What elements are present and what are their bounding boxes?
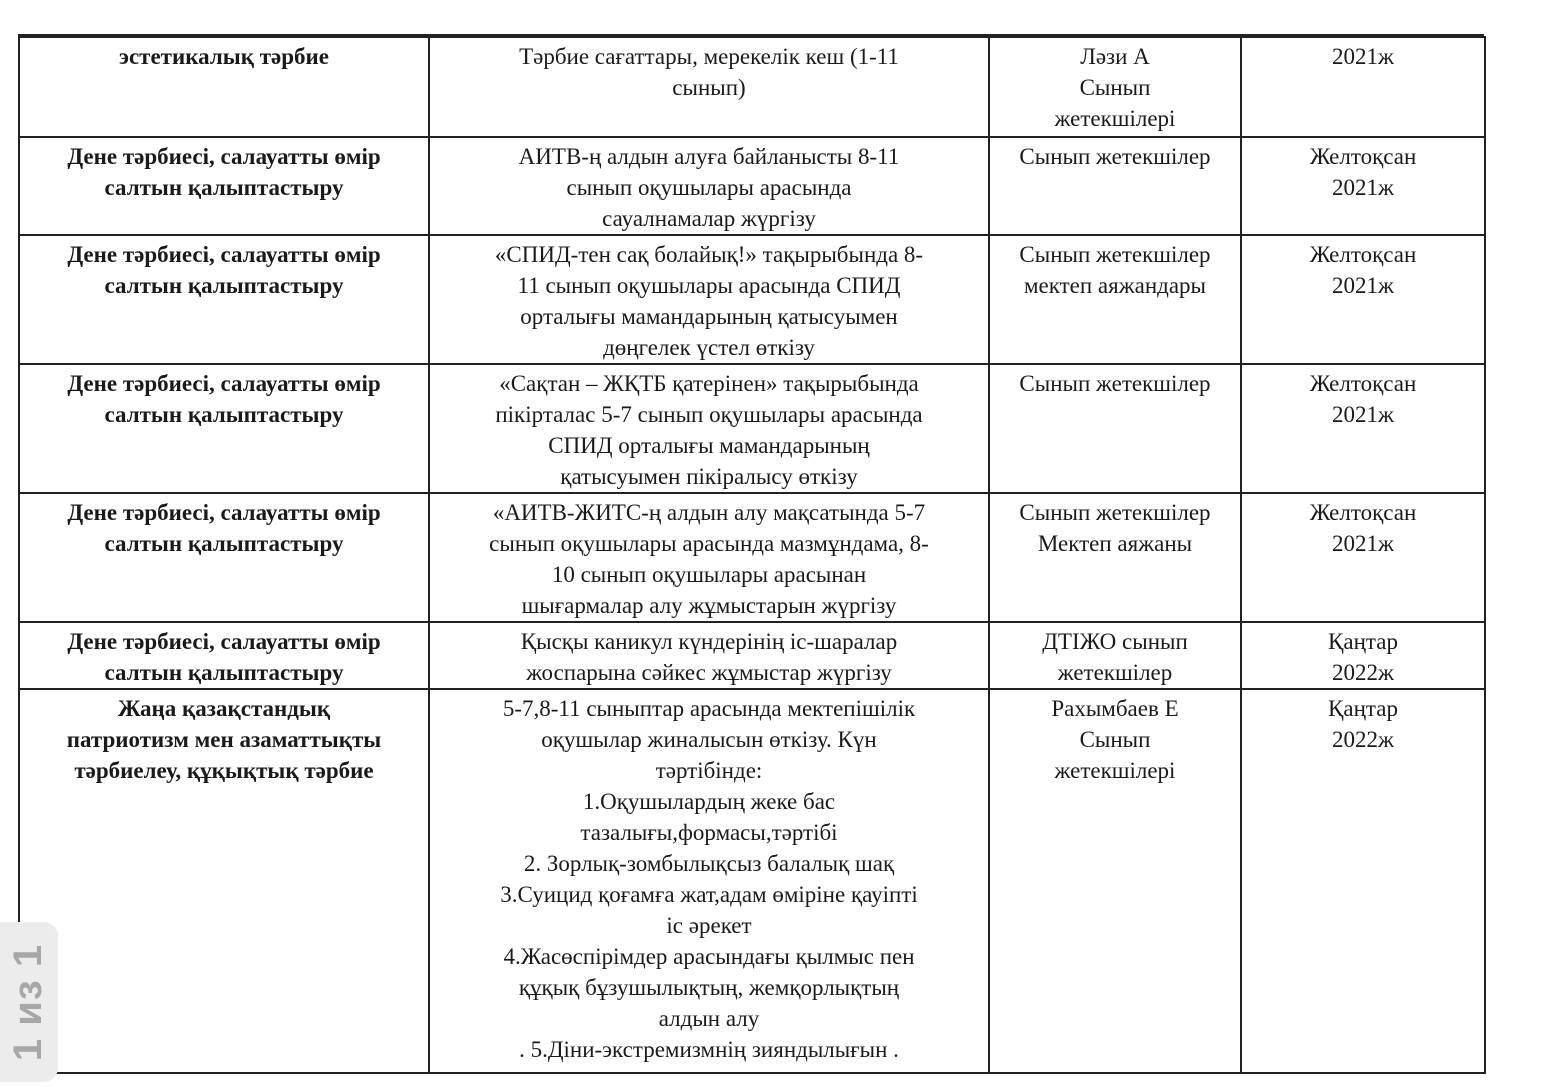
table-row	[19, 689, 1485, 1073]
date-cell: Желтоқсан 2021ж	[1241, 235, 1485, 364]
page-indicator-label: 1 из 1	[6, 943, 51, 1061]
date-cell: 2021ж	[1241, 37, 1485, 137]
activity-plan-table	[18, 36, 1486, 1074]
activity-cell: «Сақтан – ЖҚТБ қатерінен» тақырыбында пікірталас 5-7 сынып оқушылары арасында СПИД орталығы мамандарының қатысуымен пікіралысу өткізу	[429, 364, 989, 493]
activity-cell: 5-7,8-11 сыныптар арасында мектепішілік оқушылар жиналысын өткізу. Күн тәртібінде: 1.Оқушылардың жеке бас тазалығы,формасы,тәртібі 2. Зорлық-зомбылықсыз балалық шақ 3.Суицид қоғамға жат,адам өміріне қауіпті іс әрекет 4.Жасөспірімдер арасындағы қылмыс пен құқық бұзушылықтың, жемқорлықтың алдын алу . 5.Діни-экстремизмнің зияндылығын .	[429, 689, 989, 1073]
document-page	[18, 34, 1484, 1074]
responsible-cell: Сынып жетекшілер	[989, 137, 1241, 235]
activity-cell: Тәрбие сағаттары, мерекелік кеш (1-11 сынып)	[429, 37, 989, 137]
activity-cell: АИТВ-ң алдын алуға байланысты 8-11 сынып оқушылары арасында сауалнамалар жүргізу	[429, 137, 989, 235]
table-row	[19, 137, 1485, 235]
date-cell: Желтоқсан 2021ж	[1241, 364, 1485, 493]
date-cell: Желтоқсан 2021ж	[1241, 493, 1485, 622]
table-row	[19, 37, 1485, 137]
page-indicator	[0, 922, 58, 1082]
direction-cell: эстетикалық тәрбие	[19, 37, 429, 137]
responsible-cell: Сынып жетекшілер Мектеп аяжаны	[989, 493, 1241, 622]
table-row	[19, 493, 1485, 622]
responsible-cell: Сынып жетекшілер мектеп аяжандары	[989, 235, 1241, 364]
direction-cell: Дене тәрбиесі, салауатты өмір салтын қалыптастыру	[19, 493, 429, 622]
date-cell: Қаңтар 2022ж	[1241, 622, 1485, 689]
direction-cell: Дене тәрбиесі, салауатты өмір салтын қалыптастыру	[19, 622, 429, 689]
direction-cell: Жаңа қазақстандық патриотизм мен азаматтықты тәрбиелеу, құқықтық тәрбие	[19, 689, 429, 1073]
responsible-cell: ДТІЖО сынып жетекшілер	[989, 622, 1241, 689]
activity-cell: «АИТВ-ЖИТС-ң алдын алу мақсатында 5-7 сынып оқушылары арасында мазмұндама, 8- 10 сынып оқушылары арасынан шығармалар алу жұмыстарын жүргізу	[429, 493, 989, 622]
date-cell: Қаңтар 2022ж	[1241, 689, 1485, 1073]
responsible-cell: Сынып жетекшілер	[989, 364, 1241, 493]
table-row	[19, 622, 1485, 689]
activity-cell: «СПИД-тен сақ болайық!» тақырыбында 8- 11 сынып оқушылары арасында СПИД орталығы мамандарының қатысуымен дөңгелек үстел өткізу	[429, 235, 989, 364]
activity-cell: Қысқы каникул күндерінің іс-шаралар жоспарына сәйкес жұмыстар жүргізу	[429, 622, 989, 689]
responsible-cell: Ләзи А Сынып жетекшілері	[989, 37, 1241, 137]
table-row	[19, 235, 1485, 364]
table-row	[19, 364, 1485, 493]
direction-cell: Дене тәрбиесі, салауатты өмір салтын қалыптастыру	[19, 137, 429, 235]
direction-cell: Дене тәрбиесі, салауатты өмір салтын қалыптастыру	[19, 235, 429, 364]
date-cell: Желтоқсан 2021ж	[1241, 137, 1485, 235]
direction-cell: Дене тәрбиесі, салауатты өмір салтын қалыптастыру	[19, 364, 429, 493]
responsible-cell: Рахымбаев Е Сынып жетекшілері	[989, 689, 1241, 1073]
